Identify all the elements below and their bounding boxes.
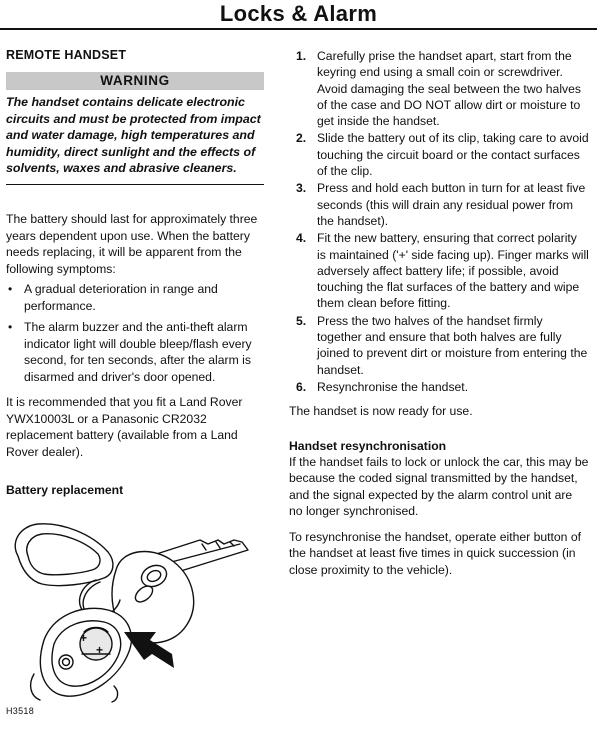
- list-item: [289, 180, 589, 229]
- step-number: 6.: [296, 379, 307, 394]
- bullet-icon: •: [8, 282, 13, 296]
- step-number: 4.: [296, 231, 307, 246]
- title-rule: [0, 28, 597, 30]
- bullet-icon: •: [8, 320, 13, 334]
- list-item: [6, 319, 264, 385]
- resync-instructions: To resynchronise the handset, operate either button of the handset at least five times in quick succession (in close proximity to the vehicle).: [289, 529, 582, 577]
- battery-plus-sign: +: [96, 643, 104, 657]
- step-text: Resynchronise the handset.: [317, 379, 469, 394]
- figure-code: H3518: [6, 706, 35, 716]
- step-text: Press the two halves of the handset firmly together and ensure that both halves are fully joined to prevent dirt or moisture from entering the handset.: [317, 313, 588, 377]
- battery-replacement-heading: Battery replacement: [6, 483, 124, 497]
- warning-banner: WARNING: [6, 72, 264, 90]
- list-item: [289, 230, 589, 311]
- battery-recommendation: It is recommended that you fit a Land Rover YWX10003L or a Panasonic CR2032 replacement battery (available from a Land Rover dealer).: [6, 395, 243, 459]
- ready-text: The handset is now ready for use.: [289, 404, 473, 419]
- symptom-text: A gradual deterioration in range and performance.: [24, 282, 218, 313]
- resync-heading: Handset resynchronisation: [289, 438, 447, 453]
- step-number: 3.: [296, 181, 307, 196]
- resync-explanation: If the handset fails to lock or unlock the car, this may be because the coded signal transmitted by the handset, and the signal expected by the alarm control unit are no longer synchronised.: [289, 454, 589, 519]
- left-column: [6, 48, 264, 498]
- step-list: [289, 48, 589, 395]
- page-title: Locks & Alarm: [219, 1, 378, 26]
- list-item: [289, 48, 589, 129]
- battery-replacement-illustration: [4, 514, 259, 719]
- warning-rule: [6, 184, 264, 186]
- battery-plus-sign: +: [80, 631, 88, 645]
- page-header: [0, 0, 597, 28]
- step-text: Fit the new battery, ensuring that correct polarity is maintained ('+' side facing up). Finger marks will adversely affect battery life; if possible, avoid touching the flat surfaces of the battery and wipe them clean before fitting.: [317, 231, 589, 311]
- section-heading-remote-handset: REMOTE HANDSET: [6, 48, 127, 62]
- step-number: 5.: [296, 313, 307, 328]
- step-number: 1.: [296, 49, 307, 63]
- step-text: Carefully prise the handset apart, start from the keyring end using a small coin or screwdriver. Avoid damaging the seal between the two halves of the case and DO NOT allow dirt or moisture to get inside the handset.: [317, 49, 582, 129]
- warning-text: The handset contains delicate electronic circuits and must be protected from impact and water damage, high temperatures and humidity, direct sunlight and the effects of solvents, waxes and abrasive cleaners.: [6, 95, 261, 175]
- step-text: Press and hold each button in turn for at least five seconds (this will drain any residual power from the handset).: [317, 181, 586, 228]
- list-item: [6, 281, 264, 314]
- list-item: [289, 313, 589, 378]
- step-number: 2.: [296, 131, 307, 146]
- battery-life-intro: The battery should last for approximately three years dependent upon use. When the battery needs replacing, it will be apparent from the following symptoms:: [6, 212, 258, 276]
- right-column: [289, 48, 589, 578]
- list-item: [289, 130, 589, 179]
- symptom-text: The alarm buzzer and the anti-theft alarm indicator light will double bleep/flash every second, for ten seconds, after the alarm is disarmed and driver's door opened.: [24, 320, 252, 384]
- list-item: [289, 379, 589, 395]
- symptom-list: [6, 281, 264, 385]
- step-text: Slide the battery out of its clip, taking care to avoid touching the circuit board or the contact surfaces of the clip.: [317, 131, 589, 179]
